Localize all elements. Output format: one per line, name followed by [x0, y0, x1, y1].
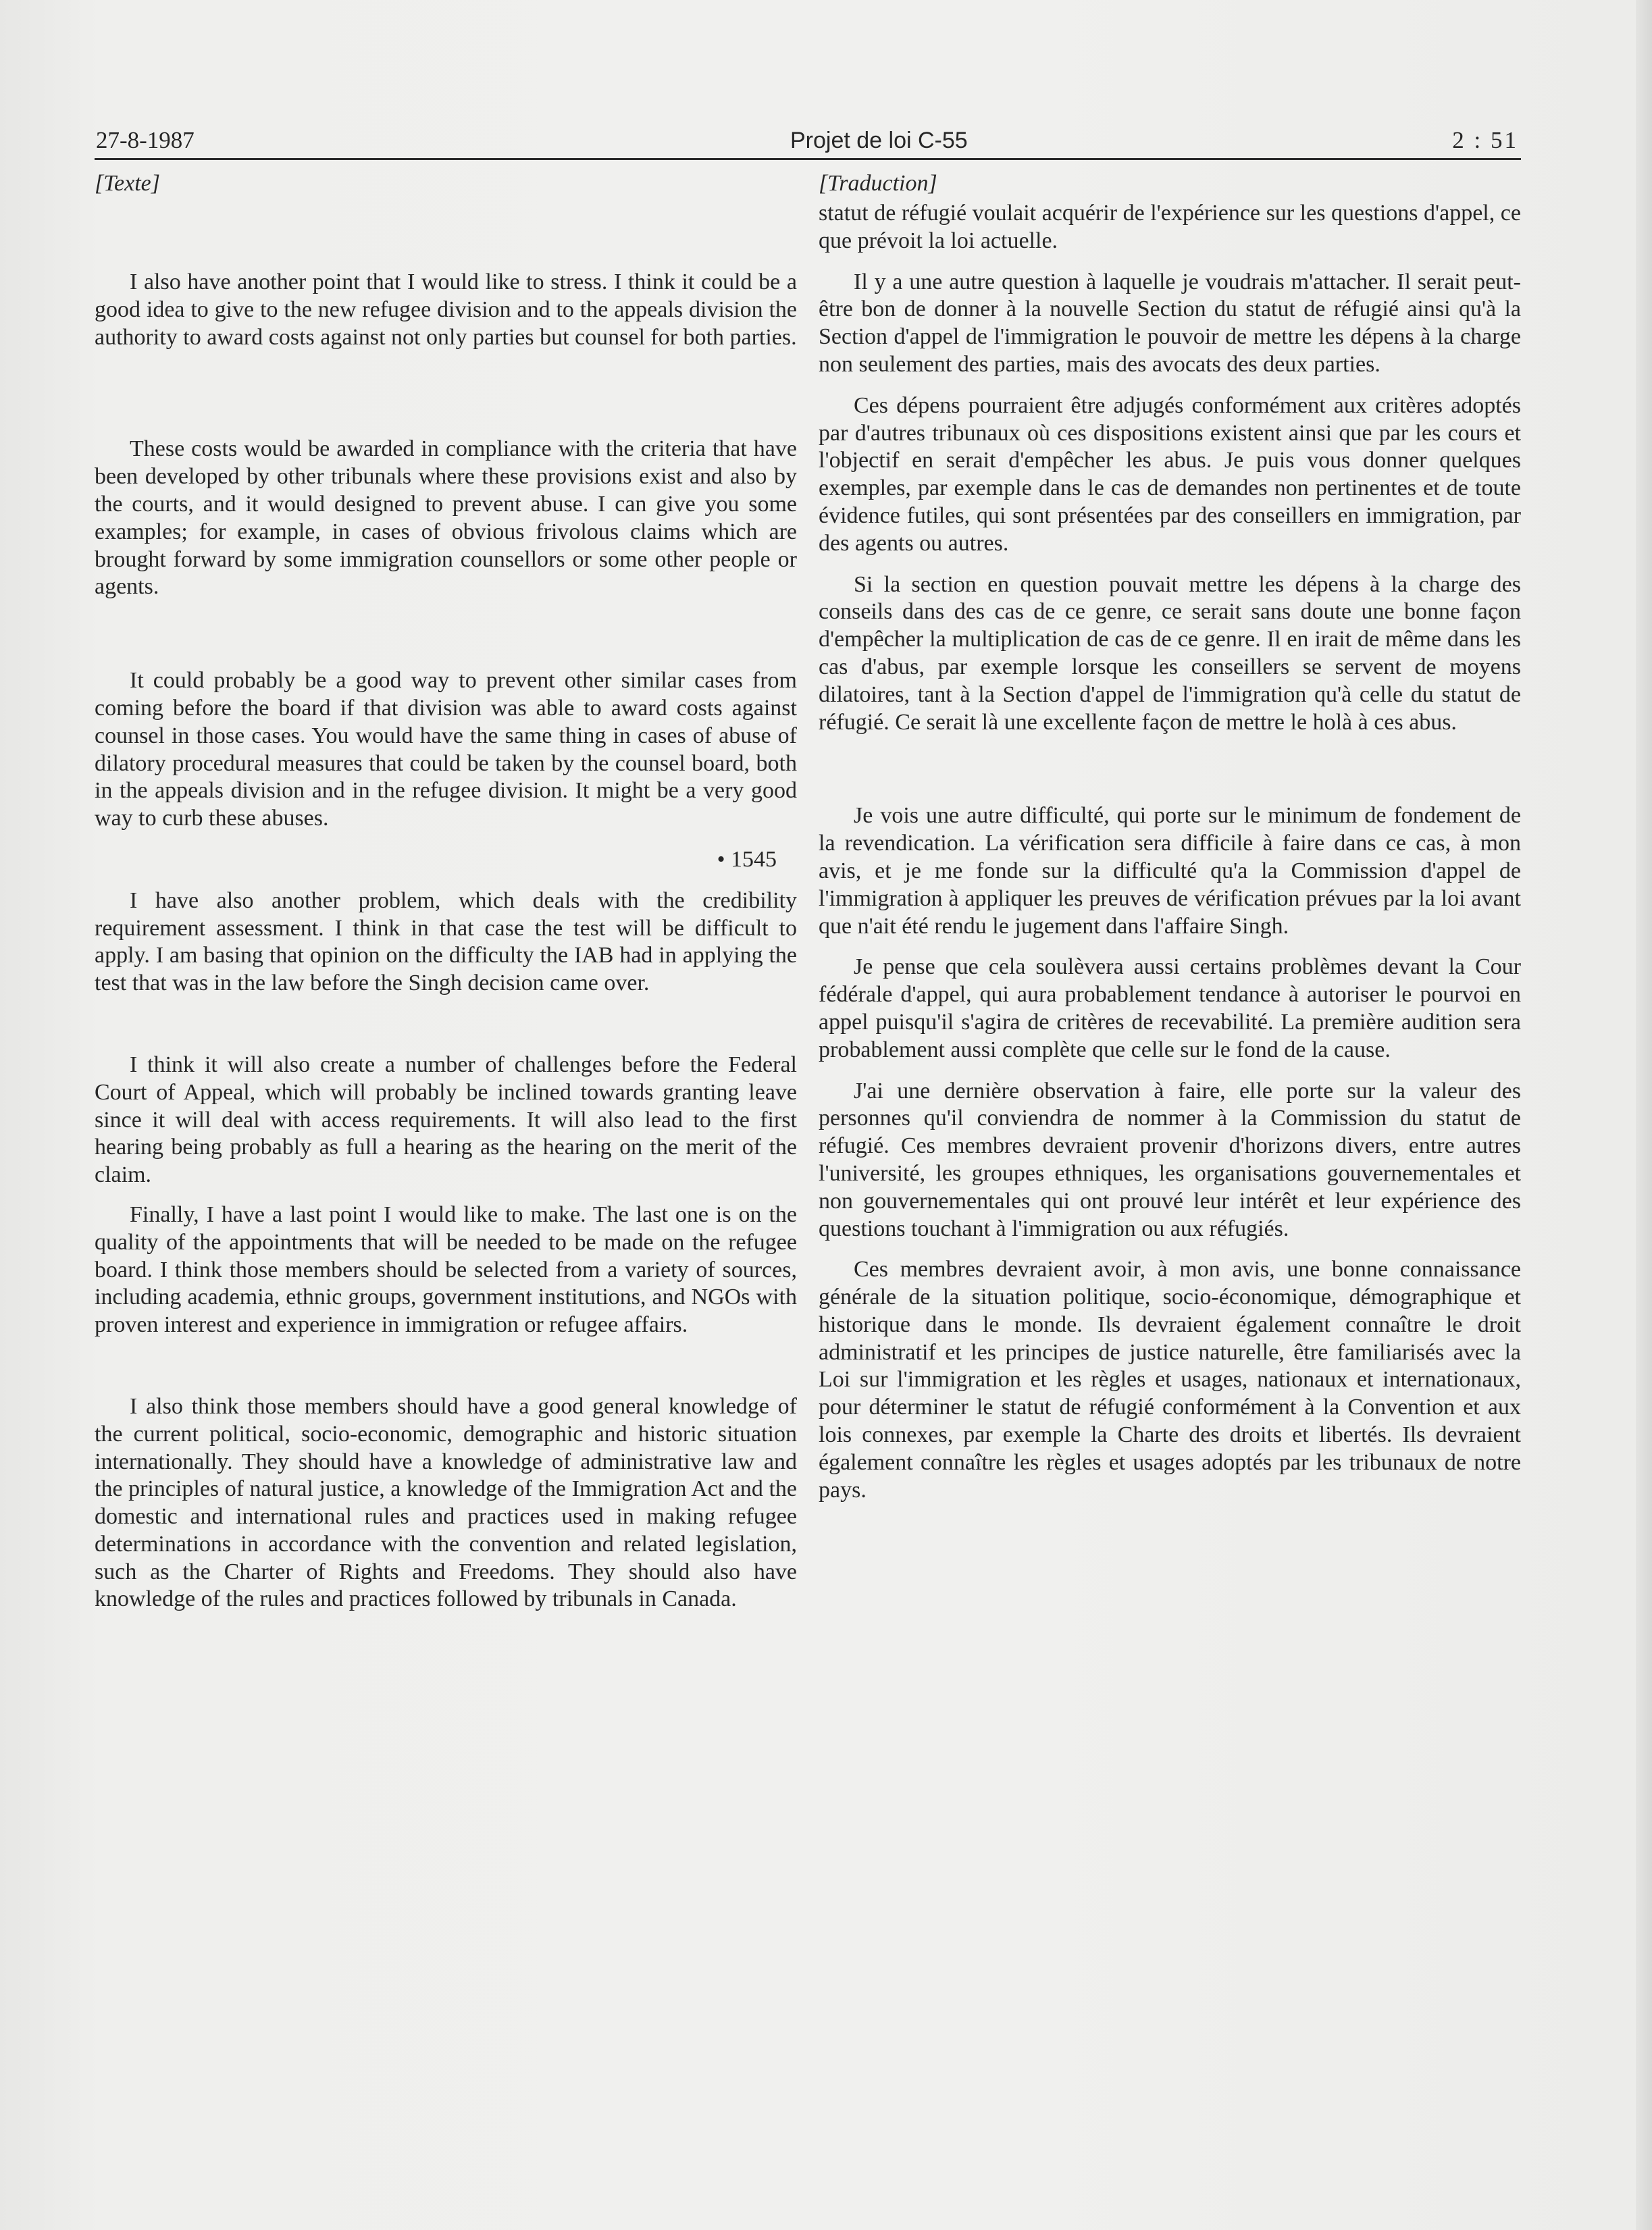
continuation-paragraph: statut de réfugié voulait acquérir de l'expérience sur les questions d'appel, ce que prévoit la loi actuelle. [819, 201, 1521, 253]
paragraph: It could probably be a good way to prevent other similar cases from coming before the board if that division was able to award costs against counsel in those cases. You would have the same thing in cases of abuse of dilatory procedural measures that could be taken by the counsel board, both in the appeals division and in the refugee division. It might be a very good way to curb these abuses. [95, 668, 797, 831]
timestamp-marker: • 1545 [717, 846, 777, 872]
paragraph: Je vois une autre difficulté, qui porte sur le minimum de fondement de la revendication. La vérification sera difficile à faire dans ce cas, à mon avis, et je me fonde sur la difficulté qu'a la Commission d'appel de l'immigration à appliquer les preuves de vérification prévues par la loi avant que n'ait été rendu le jugement dans l'affaire Singh. [819, 803, 1521, 939]
paragraph: I also have another point that I would like to stress. I think it could be a good idea to give to the new refugee division and to the appeals division the authority to award costs against not only parties but counsel for both parties. [95, 269, 797, 350]
paragraph: Ces membres devraient avoir, à mon avis, une bonne connaissance générale de la situation politique, socio-économique, démographique et historique dans le monde. Ils devraient également connaître le droit administratif et les principes de justice naturelle, être familiarisés avec la Loi sur l'immigration et les règles et usages, nationaux et internationaux, pour déterminer le statut de réfugié conformément à la Convention et aux lois connexes, par exemple la Charte des droits et libertés. Ils devraient également connaître les règles et usages adoptés par les tribunaux de notre pays. [819, 1257, 1521, 1503]
paragraph: These costs would be awarded in compliance with the criteria that have been developed by other tribunals where these provisions exist and also by the courts, and it would designed to prevent abuse. I can give you some examples; for example, in cases of obvious frivolous claims which are brought forward by some immigration counsellors or some other people or agents. [95, 436, 797, 600]
header-title: Projet de loi C-55 [790, 128, 968, 153]
paragraph: I also think those members should have a good general knowledge of the current political, socio-economic, demographic and historic situation internationally. They should have a knowledge of administrative law and the principles of natural justice, a knowledge of the Immigration Act and the domestic and international rules and practices used in making refugee determinations in accordance with the convention and related legislation, such as the Charter of Rights and Freedoms. They should also have knowledge of the rules and practices followed by tribunals in Canada. [95, 1393, 797, 1612]
paragraph: I have also another problem, which deals with the credibility requirement assessment. I think in that case the test will be difficult to apply. I am basing that opinion on the difficulty the IAB had in applying the test that was in the law before the Singh decision came over. [95, 887, 797, 996]
french-translation-column [819, 167, 1521, 1504]
column-label-traduction: [Traduction] [819, 171, 937, 196]
paragraph: I think it will also create a number of challenges before the Federal Court of Appeal, which will probably be inclined towards granting leave since it will deal with access requirements. It will also lead to the first hearing being probably as full a hearing as the hearing on the merit of the claim. [95, 1052, 797, 1188]
paragraph: Finally, I have a last point I would like to make. The last one is on the quality of the appointments that will be needed to be made on the refugee board. I think those members should be selected from a variety of sources, including academia, ethnic groups, government institutions, and NGOs with proven interest and experience in immigration or refugee affairs. [95, 1201, 797, 1338]
paragraph: J'ai une dernière observation à faire, elle porte sur la valeur des personnes qu'il conviendra de nommer à la Commission du statut de réfugié. Ces membres devraient provenir d'horizons divers, entre autres l'université, les groupes ethniques, les organisations gouvernementales et non gouvernementales qui ont prouvé leur intérêt et leur expérience des questions touchant à l'immigration ou aux réfugiés. [819, 1078, 1521, 1241]
paragraph: Ces dépens pourraient être adjugés conformément aux critères adoptés par d'autres tribunaux où ces dispositions existent ainsi que par les cours et l'objectif en serait d'empêcher les abus. Je puis vous donner quelques exemples, par exemple dans le cas de demandes non pertinentes et de toute évidence futiles, qui sont présentées par des conseillers en immigration, par des agents ou autres. [819, 392, 1521, 556]
page-header [95, 120, 1521, 160]
paragraph: Je pense que cela soulèvera aussi certains problèmes devant la Cour fédérale d'appel, qui aura probablement tendance à autoriser le pourvoi en appel puisqu'il s'agira de critères de recevabilité. La première audition sera probablement aussi complète que celle sur le fond de la cause. [819, 954, 1521, 1062]
header-date: 27-8-1987 [96, 127, 195, 153]
english-text-column [95, 167, 797, 1613]
paragraph: Si la section en question pouvait mettre les dépens à la charge des conseils dans des cas de ce genre, ce serait sans doute une bonne façon d'empêcher la multiplication de cas de ce genre. Il en irait de même dans les cas d'abus, par exemple lorsque les conseillers se servent de moyens dilatoires, tant à la Section d'appel de l'immigration qu'à celle du statut de réfugié. Ce serait là une excellente façon de mettre le holà à ces abus. [819, 571, 1521, 735]
header-page-number: 2 : 51 [1452, 127, 1518, 153]
paragraph: Il y a une autre question à laquelle je voudrais m'attacher. Il serait peut-être bon de donner à la nouvelle Section du statut de réfugié ainsi qu'à la Section d'appel de l'immigration le pouvoir de mettre les dépens à la charge non seulement des parties, mais des avocats des deux parties. [819, 269, 1521, 377]
column-label-texte: [Texte] [95, 171, 160, 196]
